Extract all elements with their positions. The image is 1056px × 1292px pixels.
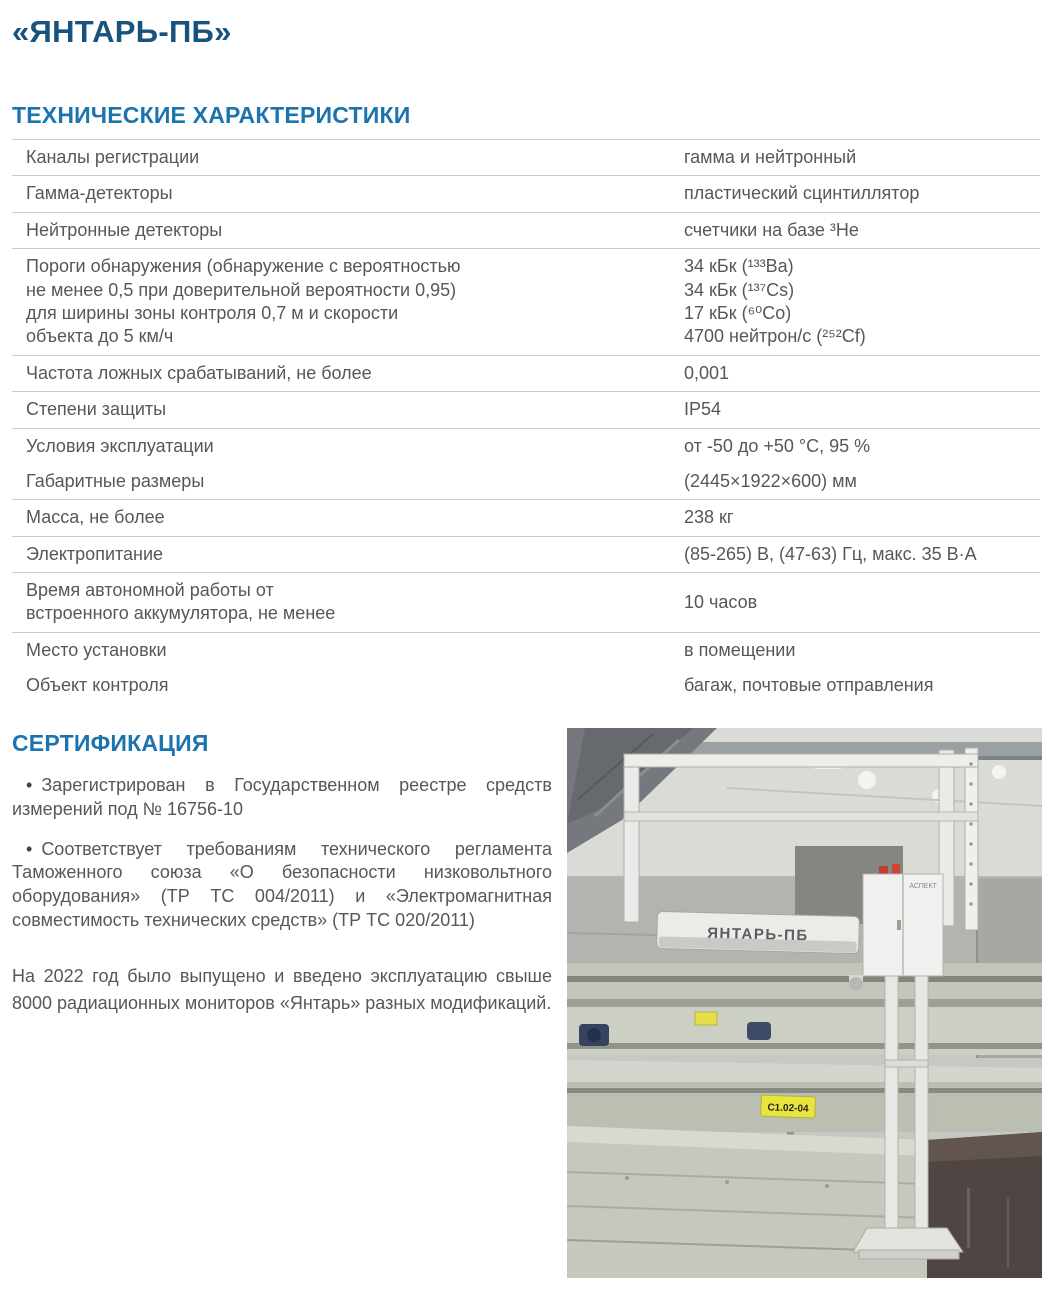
spec-value: IP54 (684, 399, 722, 420)
spec-value: (2445×1922×600) мм (684, 470, 857, 491)
electronics-box (863, 864, 943, 976)
spec-row-registration-channels (12, 140, 1040, 176)
spec-label: Объект контроля (26, 675, 169, 696)
specs-section-heading: ТЕХНИЧЕСКИЕ ХАРАКТЕРИСТИКИ (12, 102, 411, 128)
detector-beam-label: ЯНТАРЬ-ПБ (706, 924, 809, 944)
spec-value: (85-265) В, (47-63) Гц, макс. 35 В·А (684, 543, 977, 564)
detector-beam (657, 911, 860, 953)
certification-heading: СЕРТИФИКАЦИЯ (12, 729, 209, 756)
spec-row-gamma-detectors (12, 176, 1040, 212)
id-sticker (761, 1095, 816, 1118)
spec-table (12, 139, 1040, 704)
certification-bullet-text: Соответствует требованиям технического регламента Таможенного союза «О безопасности низковольтного оборудования» (ТР ТС 004/2011) и «Электромагнитная совместимость технических средств» (ТР ТС 020/2011) (12, 838, 552, 930)
certification-bullet (12, 774, 552, 822)
certification-bullet-text: Зарегистрирован в Государственном реестре средств измерений под № 16756-10 (12, 775, 552, 819)
spec-row-inspection-object (12, 668, 1040, 703)
certification-column (12, 728, 552, 1278)
product-photo-illustration (567, 728, 1042, 1278)
spec-label: Пороги обнаружения (обнаружение с вероятностью не менее 0,5 при доверительной вероятности 0,95) для ширины зоны контроля 0,7 м и скорости объекта до 5 км/ч (26, 256, 461, 347)
spec-label: Условия эксплуатации (26, 435, 214, 456)
spec-value: 238 кг (684, 507, 734, 528)
camera-dome (849, 975, 863, 991)
spec-label: Габаритные размеры (26, 470, 205, 491)
spec-row-neutron-detectors (12, 213, 1040, 249)
spec-row-dimensions (12, 464, 1040, 500)
spec-label: Место установки (26, 639, 167, 660)
spec-label: Время автономной работы от встроенного аккумулятора, не менее (26, 580, 336, 624)
spec-value: 34 кБк (¹³³Ba) 34 кБк (¹³⁷Cs) 17 кБк (⁶⁰Co) 4700 нейтрон/с (²⁵²Cf) (684, 256, 866, 347)
spec-row-installation-site (12, 633, 1040, 668)
certification-bullet (12, 838, 552, 933)
background-conveyors (567, 963, 1042, 1055)
spec-label: Масса, не более (26, 507, 165, 528)
manufacturer-label: АСПЕКТ (909, 882, 937, 890)
product-photo (567, 728, 1042, 1278)
small-id-sticker (695, 1012, 717, 1025)
spec-row-weight (12, 500, 1040, 536)
spec-value: в помещении (684, 639, 796, 660)
spec-label: Степени защиты (26, 399, 167, 420)
spec-label: Частота ложных срабатываний, не более (26, 362, 372, 383)
spec-value: гамма и нейтронный (684, 147, 857, 167)
id-sticker-label: С1.02-04 (767, 1101, 809, 1115)
spec-row-detection-thresholds (12, 249, 1040, 356)
spec-row-battery-life (12, 573, 1040, 633)
spec-label: Электропитание (26, 543, 164, 564)
post-base-plate (853, 1228, 963, 1252)
production-note: На 2022 год было выпущено и введено эксплуатацию свыше 8000 радиационных мониторов «Янтарь» разных модификаций. (12, 965, 552, 1013)
spec-label: Нейтронные детекторы (26, 219, 223, 240)
spec-row-false-alarm-rate (12, 356, 1040, 392)
spec-row-operating-conditions (12, 429, 1040, 464)
spec-value: багаж, почтовые отправления (684, 675, 934, 696)
ceiling-light (858, 771, 876, 789)
page-title: «ЯНТАРЬ-ПБ» (12, 14, 232, 49)
spec-value: от -50 до +50 °C, 95 % (684, 435, 871, 456)
spec-value: 10 часов (684, 591, 758, 612)
spec-label: Каналы регистрации (26, 147, 200, 167)
spec-value: 0,001 (684, 362, 730, 383)
bottom-section (12, 728, 1042, 1278)
ceiling-light (992, 765, 1006, 779)
spec-value: пластический сцинтиллятор (684, 183, 920, 204)
spec-label: Гамма-детекторы (26, 183, 173, 204)
bullet-dot-icon: • (26, 775, 33, 795)
bullet-dot-icon: • (26, 838, 33, 859)
spec-value: счетчики на базе ³He (684, 219, 859, 240)
spec-row-protection-class (12, 392, 1040, 428)
spec-row-power-supply (12, 537, 1040, 573)
